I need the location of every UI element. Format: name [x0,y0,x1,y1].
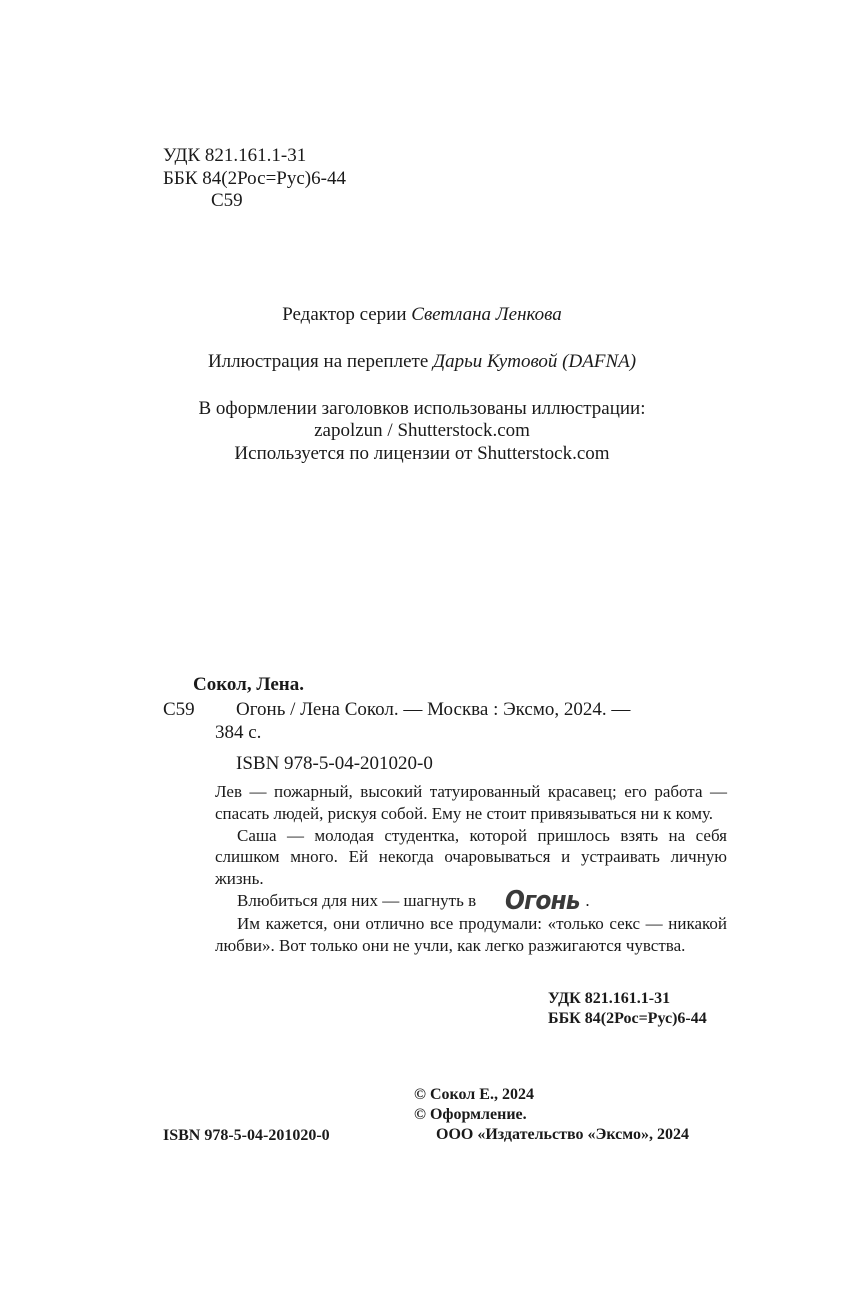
annotation-paragraph-3-text: Влюбиться для них — шагнуть в [237,890,481,910]
biblio-isbn: ISBN 978-5-04-201020-0 [236,753,433,774]
annotation-paragraph-2: Саша — молодая студентка, которой пришлось взять на себя слишком много. Ей некогда очаровываться и устраивать личную жизнь. [215,825,727,889]
udk-bottom: УДК 821.161.1-31 [548,990,671,1007]
annotation-paragraph-4: Им кажется, они отлично все продумали: «только секс — никакой любви». Вот только они не учли, как легко разжигаются чувства. [215,913,727,955]
footer-isbn: ISBN 978-5-04-201020-0 [163,1127,330,1144]
headings-credit-line-2: zapolzun / Shutterstock.com [314,420,530,441]
annotation-paragraph-1: Лев — пожарный, высокий татуированный красавец; его работа — спасать людей, рискуя собой. Ему не стоит привязываться ни к кому. [215,782,727,823]
series-editor-name: Светлана Ленкова [411,304,562,325]
annotation-paragraph-3 [215,885,727,916]
series-editor-line [0,304,844,326]
biblio-author: Сокол, Лена. [193,674,304,695]
annotation-paragraph-3-end: . [585,890,590,910]
series-editor-label: Редактор серии [282,304,412,325]
ogon-title-logo: Огонь [505,885,581,916]
bbk-top: ББК 84(2Рос=Рус)6-44 [163,168,346,189]
illustration-label: Иллюстрация на переплете [207,351,433,372]
copyright-author: © Сокол Е., 2024 [414,1086,534,1103]
copyright-publisher: ООО «Издательство «Эксмо», 2024 [436,1126,689,1143]
illustration-name: Дарьи Кутовой (DAFNA) [433,351,637,372]
annotation [215,781,727,956]
copyright-design: © Оформление. [414,1106,527,1123]
biblio-title-line-2: 384 с. [215,722,262,743]
biblio-title-line-1: Огонь / Лена Сокол. — Москва : Эксмо, 2024. — [236,699,631,720]
author-code-top: С59 [211,190,243,211]
headings-credit-line-3: Используется по лицензии от Shutterstock.com [234,443,610,464]
biblio-code: С59 [163,699,195,720]
udk-top: УДК 821.161.1-31 [163,145,307,166]
headings-credit-line-1: В оформлении заголовков использованы иллюстрации: [198,398,646,419]
bbk-bottom: ББК 84(2Рос=Рус)6-44 [548,1010,707,1027]
illustration-line [0,351,844,373]
